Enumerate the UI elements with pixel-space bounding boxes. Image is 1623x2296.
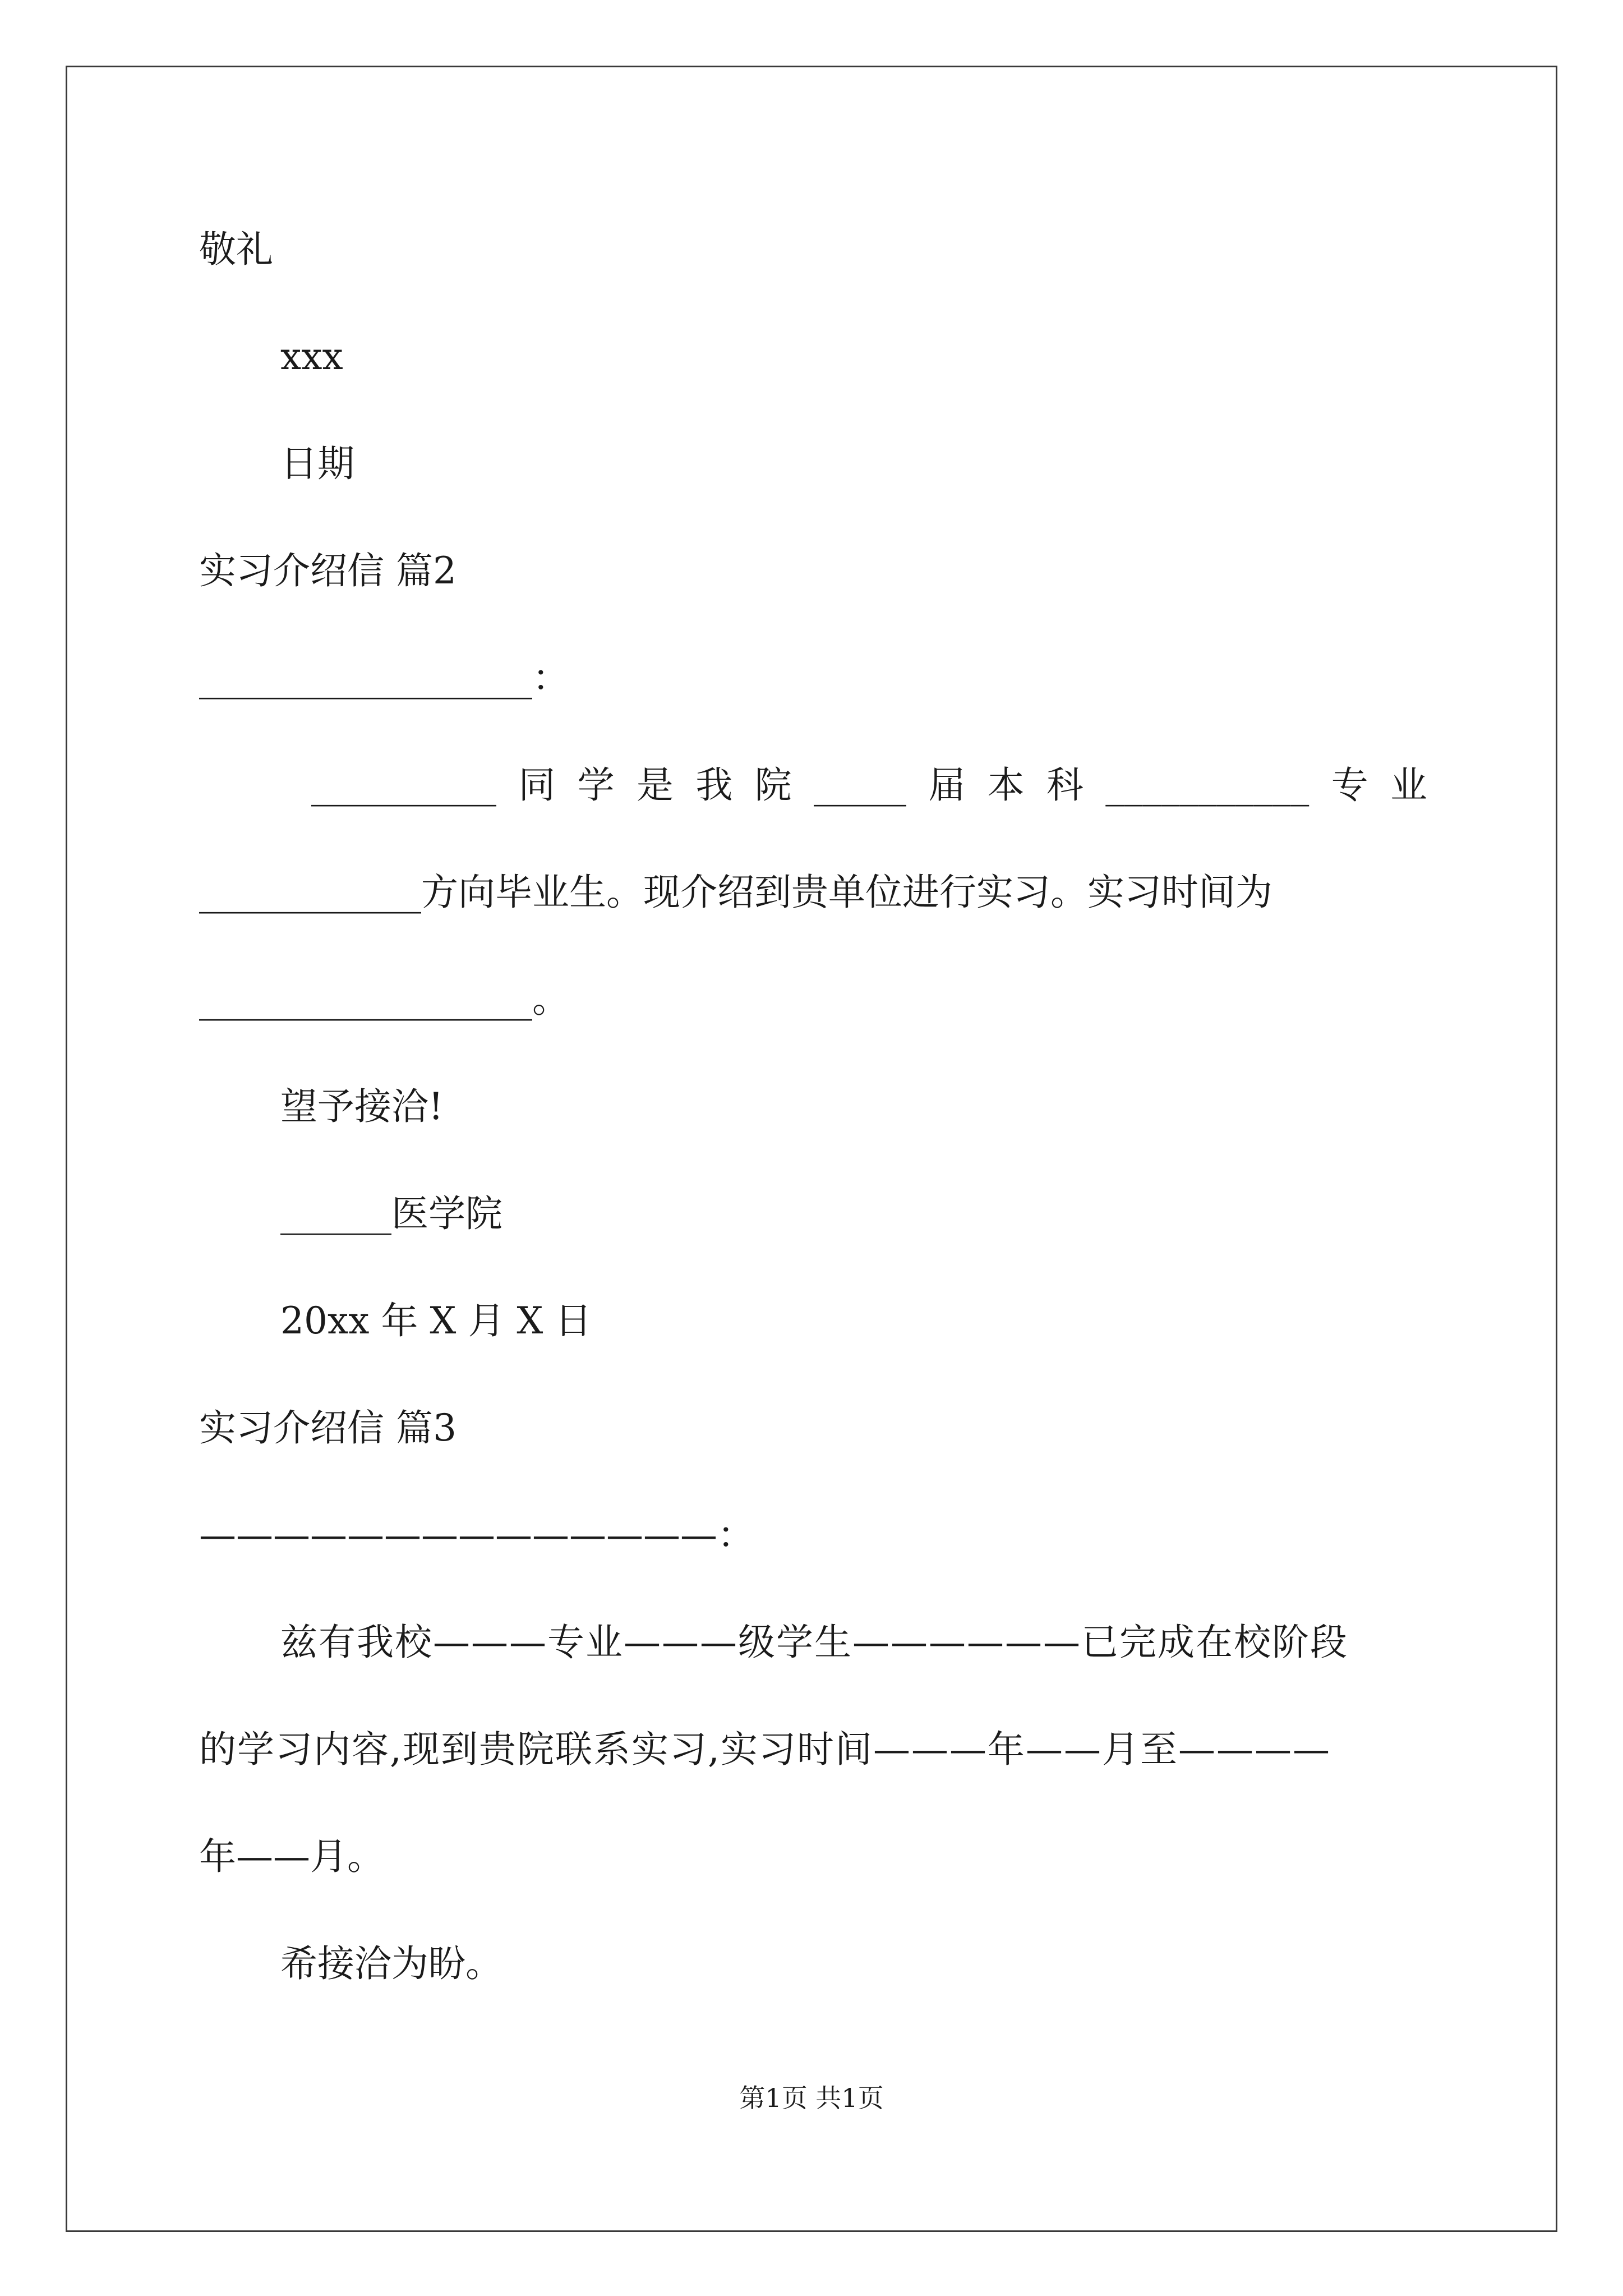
body-char: 院 bbox=[754, 763, 792, 807]
body-char: 是 bbox=[636, 763, 674, 807]
body-char: 同 bbox=[518, 763, 556, 807]
page-number-footer: 第1页 共1页 bbox=[739, 2083, 884, 2113]
recipient-blank-line: __________________： bbox=[199, 656, 569, 700]
section-heading-3: 实习介绍信 篇3 bbox=[199, 1406, 457, 1450]
letter3-recipient-line: ——————————————： bbox=[199, 1513, 754, 1557]
letter2-body-line-3: __________________。 bbox=[199, 978, 569, 1021]
letter2-signature-institution: ______医学院 bbox=[280, 1192, 502, 1235]
letter2-body-line-2: ____________方向毕业生。现介绍到贵单位进行实习。实习时间为 bbox=[199, 871, 1272, 914]
letter2-date: 20xx 年 X 月 X 日 bbox=[280, 1299, 592, 1342]
blank-year: _____ bbox=[813, 763, 906, 807]
body-char: 届 bbox=[928, 763, 966, 807]
letter2-request: 望予接洽! bbox=[280, 1085, 444, 1128]
page-border bbox=[66, 66, 1557, 2232]
closing-salutation: 敬礼 bbox=[199, 228, 273, 271]
section-heading-2: 实习介绍信 篇2 bbox=[199, 549, 457, 592]
body-char: 业 bbox=[1390, 763, 1427, 807]
blank-major: ___________ bbox=[1105, 763, 1310, 807]
signature-date: 日期 bbox=[280, 442, 354, 485]
letter2-body-line-1 bbox=[311, 763, 1427, 808]
body-char: 本 bbox=[987, 763, 1025, 807]
body-char: 学 bbox=[577, 763, 615, 807]
letter3-body-line-1: 兹有我校———专业———级学生——————已完成在校阶段 bbox=[280, 1621, 1348, 1664]
signature-name: xxx bbox=[280, 335, 343, 378]
letter3-body-line-3: 年——月。 bbox=[199, 1835, 384, 1878]
letter3-closing: 希接洽为盼。 bbox=[280, 1942, 502, 1985]
letter3-body-line-2: 的学习内容,现到贵院联系实习,实习时间———年——月至———— bbox=[199, 1728, 1331, 1771]
body-char: 科 bbox=[1046, 763, 1083, 807]
body-char: 我 bbox=[695, 763, 733, 807]
blank-student-name: __________ bbox=[311, 763, 496, 807]
body-char: 专 bbox=[1331, 763, 1368, 807]
